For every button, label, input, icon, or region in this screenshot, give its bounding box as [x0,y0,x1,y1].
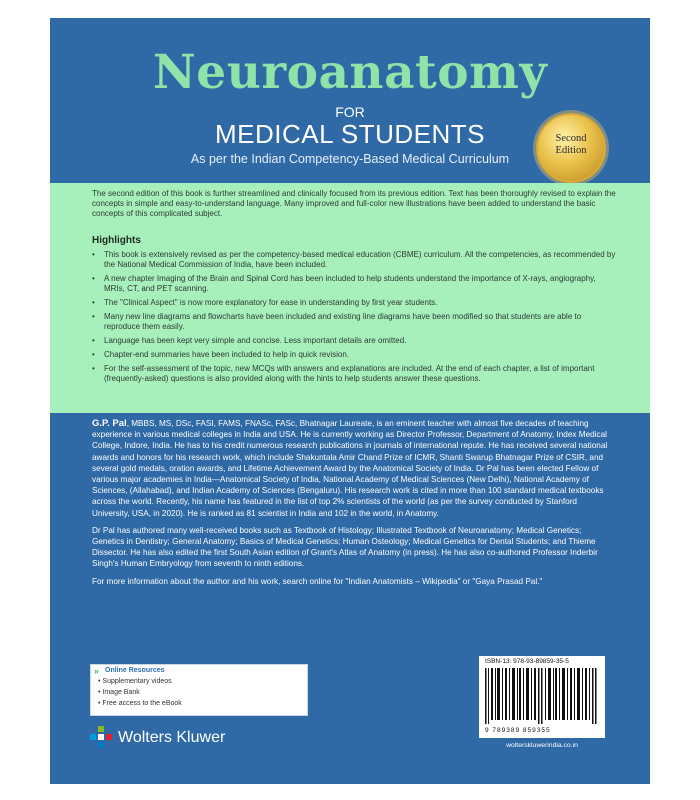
bullet-icon: • [92,274,95,283]
cover-header [50,18,650,183]
highlight-item: • This book is extensively revised as per the competency-based medical education (CBME) curriculum. All the competencies, as recommended by the National Medical Commission of India, have been included. [92,250,616,269]
author-bio-paragraph-1: G.P. Pal, MBBS, MS, DSc, FASI, FAMS, FNASc, FASc, Bhatnagar Laureate, is an eminent teacher with almost five decades of teaching experience in various medical colleges in India and USA. He is currently working as Director Professor, Department of Anatomy, Index Medical College, Indore, India. He has to his credit numerous research publications in journals of international repute. He has received several national awards and honors for his research work, which include Shakuntala Amir Chand Prize of ICMR, Shanti Swarup Bhatnagar Prize of CSIR, and several gold medals, oration awards, and Lifetime Achievement Award by the Anatomical Society of India. Dr Pal has been elected Fellow of various major academies in India—Anatomical Society of India, National Academy of Medical Sciences (New Delhi), National Academy of Sciences, (Allahabad), and Indian Academy of Sciences (Bengaluru). His research work is cited in more than 100 standard medical textbooks across the world. Recently, his name has featured in the list of top 2% scientists of the world (as per the survey conducted by Stanford University, USA, in 2020). He is ranked as 81 scientist in India and 102 in the world, in Anatomy. [92,418,608,518]
online-resources-list [98,677,182,710]
isbn-digits: 9 789389 859355 [485,727,551,734]
publisher-website: wolterskluwerindia.co.in [506,742,578,749]
curriculum-tagline: As per the Indian Competency-Based Medical Curriculum [190,152,510,166]
bullet-icon: • [92,336,95,345]
resource-item: • Supplementary videos [98,678,172,685]
author-bio [92,418,614,593]
resource-item: • Free access to the eBook [98,700,182,707]
bullet-icon: • [92,250,95,259]
isbn-label: ISBN-13: 978-93-89859-35-5 [485,658,569,665]
highlight-item: • Chapter-end summaries have been included to help in quick revision. [92,350,350,359]
second-edition-badge [536,113,606,183]
bullet-icon: • [92,298,95,307]
resource-item: • Image Bank [98,689,140,696]
double-chevron-icon: » [94,666,100,676]
author-bio-paragraph-2: Dr Pal has authored many well-received books such as Textbook of Histology; Illustrated Textbook of Neuroanatomy; Medical Genetics; Genetics in Dentistry; General Anatomy; Basics of Medical Genetics; Human Osteology; Medical Genetics for Dental Students; and Thieme Dissector. He has also edited the first South Asian edition of Grant's Atlas of Anatomy (in press). He has also co-authored Professor Inderbir Singh's Human Embryology from seventh to ninth editions. [92,525,598,569]
highlights-heading: Highlights [92,235,141,246]
title-for: FOR [335,104,365,120]
highlights-list [92,250,616,388]
title-medical-students: MEDICAL STUDENTS [215,119,485,149]
bullet-icon: • [92,364,95,373]
intro-paragraph: The second edition of this book is further streamlined and clinically focused from its previous edition. Text has been thoroughly revised to explain the concepts in simple and easy-to-understand language. Many improved and full-color new illustrations have been added to understand the basic concepts of this complicated subject. [92,189,616,218]
author-name: G.P. Pal [92,418,127,429]
highlight-item: • Many new line diagrams and flowcharts have been included and existing line diagrams have been modified so that students are able to reproduce them easily. [92,312,582,331]
book-back-cover [50,18,650,784]
publisher-logo [90,726,290,752]
publisher-name: Wolters Kluwer [118,729,226,746]
badge-line-1: Second [555,133,587,144]
wolters-kluwer-logo-icon [90,726,112,748]
author-more-info: For more information about the author and his work, search online for "Indian Anatomists – Wikipedia" or "Gaya Prasad Pal." [92,576,543,586]
isbn-barcode [479,656,605,738]
highlight-item: • For the self-assessment of the topic, new MCQs with answers and explanations are included. At the end of each chapter, a list of important (frequently-asked) questions is also provided along with the hints to help students answer these questions. [92,364,595,383]
description-panel [50,183,650,413]
online-resources-box [90,664,308,716]
barcode-icon [485,668,599,724]
badge-line-2: Edition [555,145,587,156]
highlight-item: • The "Clinical Aspect" is now more explanatory for ease in understanding by first year students. [92,298,438,307]
bullet-icon: • [92,312,95,321]
online-resources-title: Online Resources [105,667,165,674]
highlight-item: • Language has been kept very simple and concise. Less important details are omitted. [92,336,407,345]
highlight-item: • A new chapter Imaging of the Brain and Spinal Cord has been included to help students understand the importance of X-rays, angiography, MRIs, CT, and PET scanning. [92,274,596,293]
book-title: Neuroanatomy [152,45,548,100]
bullet-icon: • [92,350,95,359]
